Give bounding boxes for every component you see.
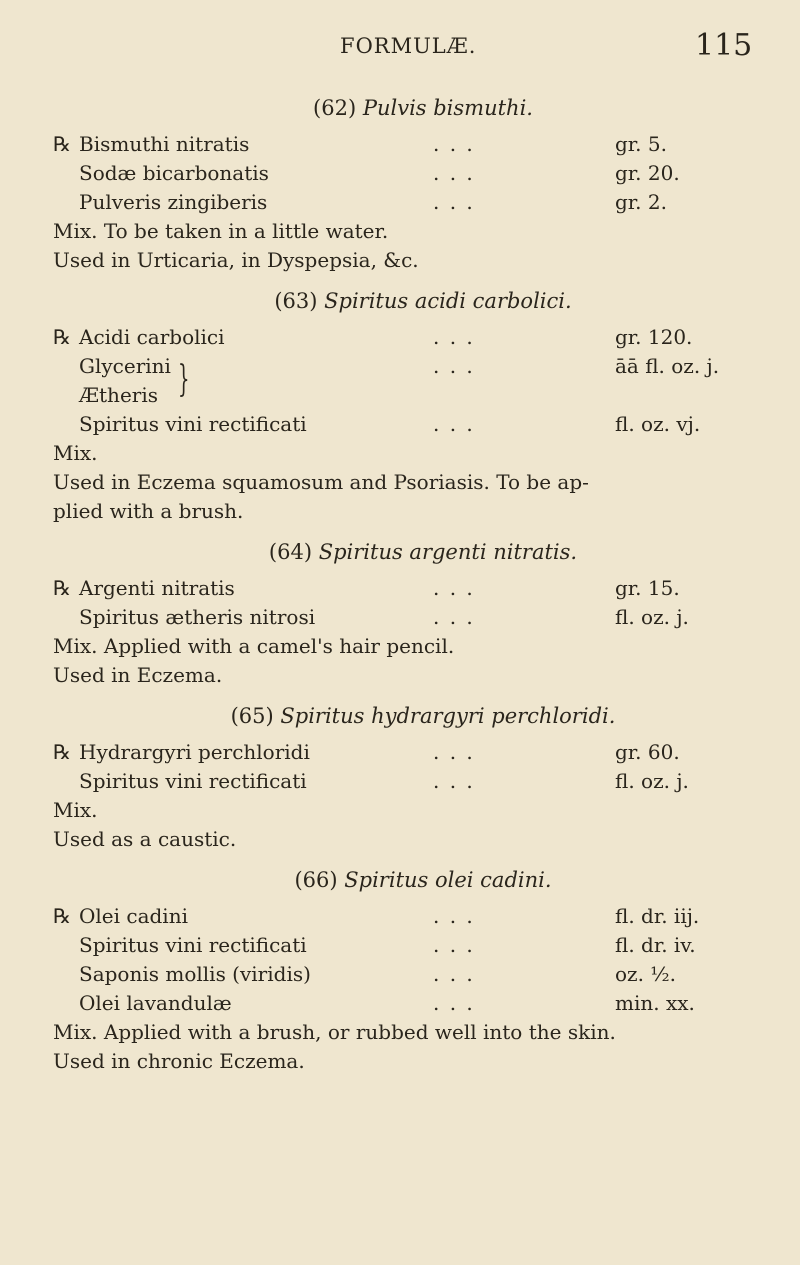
leader-dots: . . . (433, 412, 475, 436)
leader-dots: . . . (433, 991, 475, 1015)
ingredient-name: Bismuthi nitratis (79, 132, 250, 156)
formula-note: Used as a caustic. (53, 827, 237, 851)
formula-list (53, 92, 753, 1076)
leader-dots: . . . (433, 904, 475, 928)
ingredient-name: Pulveris zingiberis (79, 190, 268, 214)
formula-note: Mix. Applied with a camel's hair pencil. (53, 634, 455, 658)
formula-note: Mix. (53, 798, 98, 822)
ingredient-name: Saponis mollis (viridis) (79, 962, 311, 986)
rx-symbol: ℞ (53, 904, 71, 928)
ingredient-row (53, 352, 753, 381)
ingredient-row (53, 410, 753, 439)
ingredient-name: Spiritus vini rectificati (79, 933, 307, 957)
formula-66 (53, 864, 753, 1076)
ingredient-qty: gr. 20. (615, 161, 680, 185)
leader-dots: . . . (433, 740, 475, 764)
formula-heading: (66) Spiritus olei cadini. (294, 868, 552, 892)
formula-note: Mix. Applied with a brush, or rubbed well into the skin. (53, 1020, 616, 1044)
formula-heading: (64) Spiritus argenti nitratis. (268, 540, 578, 564)
formula-heading: (65) Spiritus hydrargyri perchloridi. (230, 704, 616, 728)
rx-symbol: ℞ (53, 740, 71, 764)
ingredient-name: Hydrargyri perchloridi (79, 740, 310, 764)
ingredient-qty: gr. 5. (615, 132, 667, 156)
ingredient-qty: fl. dr. iij. (615, 904, 700, 928)
leader-dots: . . . (433, 933, 475, 957)
ingredient-row (53, 767, 753, 796)
formula-65 (53, 700, 753, 854)
ingredient-name: Sodæ bicarbonatis (79, 161, 269, 185)
formula-heading: (63) Spiritus acidi carbolici. (274, 289, 572, 313)
ingredient-row (53, 603, 753, 632)
formula-note: Used in Eczema. (53, 663, 223, 687)
formula-note: Used in Eczema squamosum and Psoriasis. To be ap- (53, 470, 589, 494)
ingredient-qty: āā fl. oz. j. (615, 354, 720, 378)
ingredient-qty: gr. 2. (615, 190, 667, 214)
formula-note: Used in chronic Eczema. (53, 1049, 305, 1073)
formula-note: Mix. To be taken in a little water. (53, 219, 389, 243)
rx-symbol: ℞ (53, 576, 71, 600)
leader-dots: . . . (433, 190, 475, 214)
ingredient-row (53, 159, 753, 188)
ingredient-row (53, 323, 753, 352)
formula-note: Mix. (53, 441, 98, 465)
ingredient-qty: gr. 60. (615, 740, 680, 764)
ingredient-qty: min. xx. (615, 991, 695, 1015)
ingredient-qty: fl. oz. j. (615, 769, 689, 793)
leader-dots: . . . (433, 605, 475, 629)
rx-symbol: ℞ (53, 325, 71, 349)
ingredient-name: Argenti nitratis (79, 576, 235, 600)
ingredient-name: Olei cadini (79, 904, 188, 928)
leader-dots: . . . (433, 325, 475, 349)
brace-glyph: } (178, 359, 190, 400)
ingredient-name: Olei lavandulæ (79, 991, 232, 1015)
leader-dots: . . . (433, 161, 475, 185)
ingredient-name: Glycerini (79, 354, 171, 378)
leader-dots: . . . (433, 354, 475, 378)
ingredient-qty: gr. 120. (615, 325, 693, 349)
running-head (0, 28, 800, 68)
ingredient-row (53, 902, 753, 931)
formula-64 (53, 536, 753, 690)
running-title: FORMULÆ. (340, 34, 477, 58)
ingredient-name: Acidi carbolici (79, 325, 225, 349)
ingredient-row (53, 188, 753, 217)
formula-63 (53, 285, 753, 526)
ingredient-row (53, 989, 753, 1018)
ingredient-name: Ætheris (79, 383, 158, 407)
formula-heading: (62) Pulvis bismuthi. (313, 96, 533, 120)
ingredient-row (53, 574, 753, 603)
ingredient-row (53, 130, 753, 159)
ingredient-name: Spiritus vini rectificati (79, 769, 307, 793)
ingredient-row (53, 381, 753, 410)
leader-dots: . . . (433, 769, 475, 793)
ingredient-qty: gr. 15. (615, 576, 680, 600)
leader-dots: . . . (433, 132, 475, 156)
ingredient-name: Spiritus vini rectificati (79, 412, 307, 436)
ingredient-row (53, 931, 753, 960)
ingredient-qty: fl. oz. j. (615, 605, 689, 629)
ingredient-row (53, 960, 753, 989)
formula-note: plied with a brush. (53, 499, 244, 523)
formula-62 (53, 92, 753, 275)
ingredient-row (53, 738, 753, 767)
page-number: 115 (695, 28, 753, 63)
formula-note: Used in Urticaria, in Dyspepsia, &c. (53, 248, 419, 272)
ingredient-name: Spiritus ætheris nitrosi (79, 605, 316, 629)
leader-dots: . . . (433, 962, 475, 986)
leader-dots: . . . (433, 576, 475, 600)
ingredient-qty: oz. ½. (615, 962, 677, 986)
rx-symbol: ℞ (53, 132, 71, 156)
ingredient-qty: fl. oz. vj. (615, 412, 701, 436)
ingredient-qty: fl. dr. iv. (615, 933, 696, 957)
